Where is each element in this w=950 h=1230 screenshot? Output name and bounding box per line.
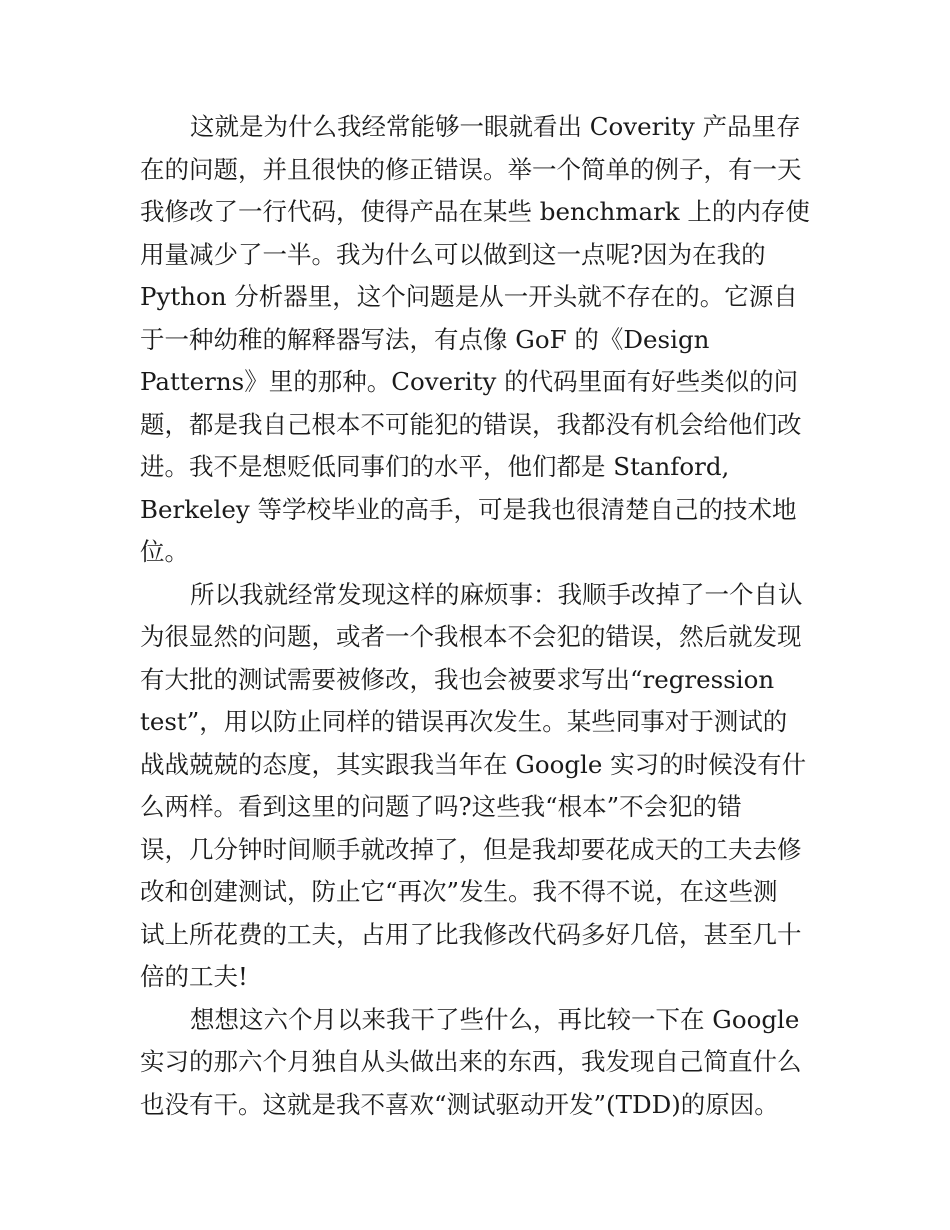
text-line: 战战兢兢的态度，其实跟我当年在 Google 实习的时候没有什	[140, 749, 807, 779]
text-line: Patterns》里的那种。Coverity 的代码里面有好些类似的问	[140, 367, 799, 396]
text-line: 题，都是我自己根本不可能犯的错误，我都没有机会给他们改	[140, 409, 802, 439]
text-line: 位。	[140, 537, 189, 566]
text-line: 改和创建测试，防止它“再次”发生。我不得不说，在这些测	[140, 877, 778, 906]
paragraph-2	[140, 574, 815, 999]
text-line: 有大批的测试需要被修改，我也会被要求写出“regression	[140, 664, 775, 694]
text-line: 用量减少了一半。我为什么可以做到这一点呢?因为在我的	[140, 239, 766, 269]
paragraph-3	[140, 999, 815, 1127]
text-line: 也没有干。这就是我不喜欢“测试驱动开发”(TDD)的原因。	[140, 1089, 779, 1119]
paragraph-1	[140, 106, 815, 574]
text-line: Python 分析器里，这个问题是从一开头就不存在的。它源自	[140, 282, 798, 311]
text-line: 这就是为什么我经常能够一眼就看出 Coverity 产品里存	[190, 112, 801, 141]
text-line: Berkeley 等学校毕业的高手，可是我也很清楚自己的技术地	[140, 494, 797, 524]
text-line: 倍的工夫!	[140, 962, 248, 991]
text-line: 所以我就经常发现这样的麻烦事：我顺手改掉了一个自认	[190, 579, 803, 609]
text-line: 实习的那六个月独自从头做出来的东西，我发现自己简直什么	[140, 1047, 802, 1076]
document-body	[140, 106, 815, 1126]
text-line: 么两样。看到这里的问题了吗?这些我“根本”不会犯的错	[140, 792, 742, 821]
text-line: 于一种幼稚的解释器写法，有点像 GoF 的《Design	[140, 324, 710, 354]
text-line: 在的问题，并且很快的修正错误。举一个简单的例子，有一天	[140, 154, 802, 184]
text-line: test”，用以防止同样的错误再次发生。某些同事对于测试的	[140, 707, 788, 736]
text-line: 为很显然的问题，或者一个我根本不会犯的错误，然后就发现	[140, 622, 802, 651]
text-line: 进。我不是想贬低同事们的水平，他们都是 Stanford,	[140, 452, 730, 481]
text-line: 想想这六个月以来我干了些什么，再比较一下在 Google	[190, 1004, 800, 1034]
text-line: 试上所花费的工夫，占用了比我修改代码多好几倍，甚至几十	[140, 919, 802, 949]
text-line: 误，几分钟时间顺手就改掉了，但是我却要花成天的工夫去修	[140, 834, 802, 864]
text-line: 我修改了一行代码，使得产品在某些 benchmark 上的内存使	[140, 197, 810, 226]
